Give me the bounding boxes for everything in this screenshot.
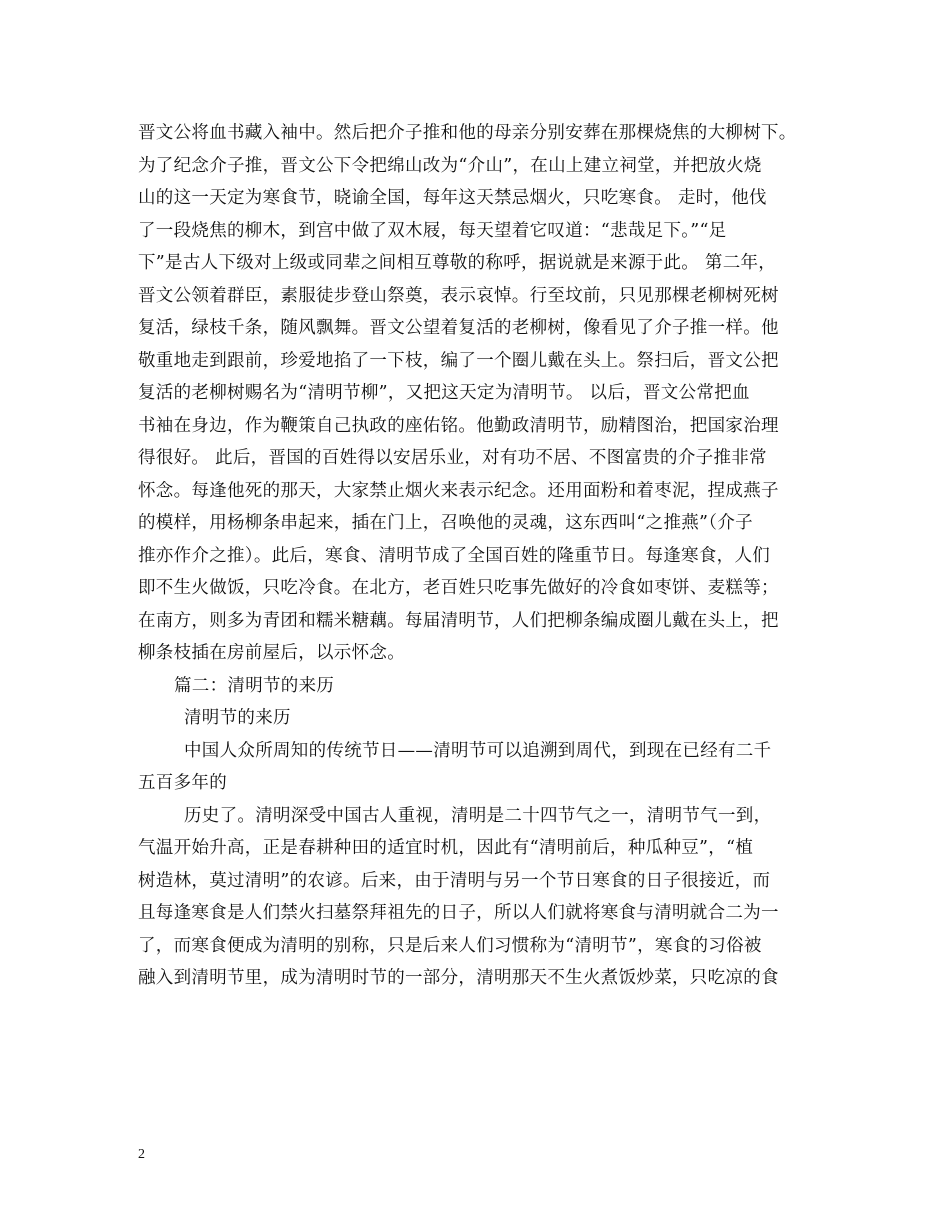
text-line: 复活，绿枝千条，随风飘舞。晋文公望着复活的老柳树，像看见了介子推一样。他 xyxy=(138,318,779,338)
article-title: 清明节的来历 xyxy=(184,708,291,728)
page-number: 2 xyxy=(138,1147,145,1162)
text-line: 复活的老柳树赐名为“清明节柳”，又把这天定为清明节。 以后，晋文公常把血 xyxy=(138,383,750,403)
text-line: 柳条枝插在房前屋后，以示怀念。 xyxy=(138,643,405,663)
text-line: 且每逢寒食是人们禁火扫墓祭拜祖先的日子，所以人们就将寒食与清明就合二为一 xyxy=(138,903,779,923)
text-line: 在南方，则多为青团和糯米糖藕。每届清明节，人们把柳条编成圈儿戴在头上，把 xyxy=(138,611,779,631)
text-line: 下”是古人下级对上级或同辈之间相互尊敬的称呼，据说就是来源于此。 第二年， xyxy=(138,253,777,273)
text-line: 了，而寒食便成为清明的别称，只是后来人们习惯称为“清明节”，寒食的习俗被 xyxy=(138,936,762,956)
text-line: 晋文公将血书藏入袖中。然后把介子推和他的母亲分别安葬在那棵烧焦的大柳树下。 xyxy=(138,123,797,143)
text-line: 敬重地走到跟前，珍爱地掐了一下枝，编了一个圈儿戴在头上。祭扫后，晋文公把 xyxy=(138,351,779,371)
text-line: 得很好。 此后，晋国的百姓得以安居乐业，对有功不居、不图富贵的介子推非常 xyxy=(138,448,767,468)
text-line: 即不生火做饭，只吃冷食。在北方，老百姓只吃事先做好的冷食如枣饼、麦糕等； xyxy=(138,578,779,598)
text-line: 历史了。清明深受中国古人重视，清明是二十四节气之一，清明节气一到， xyxy=(184,806,772,826)
text-line: 书袖在身边，作为鞭策自己执政的座佑铭。他勤政清明节，励精图治，把国家治理 xyxy=(138,416,779,436)
text-line: 为了纪念介子推，晋文公下令把绵山改为“介山”，在山上建立祠堂，并把放火烧 xyxy=(138,156,762,176)
section-heading: 篇二：清明节的来历 xyxy=(174,676,335,696)
text-line: 融入到清明节里，成为清明时节的一部分，清明那天不生火煮饭炒菜，只吃凉的食 xyxy=(138,968,779,988)
text-line: 晋文公领着群臣，素服徒步登山祭奠，表示哀悼。行至坟前，只见那棵老柳树死树 xyxy=(138,286,779,306)
text-line: 山的这一天定为寒食节，晓谕全国，每年这天禁忌烟火，只吃寒食。 走时，他伐 xyxy=(138,188,767,208)
text-line: 中国人众所周知的传统节日——清明节可以追溯到周代，到现在已经有二千 xyxy=(184,741,772,761)
text-line: 树造林，莫过清明”的农谚。后来，由于清明与另一个节日寒食的日子很接近，而 xyxy=(138,871,771,891)
text-line: 怀念。每逢他死的那天，大家禁止烟火来表示纪念。还用面粉和着枣泥，捏成燕子 xyxy=(138,481,779,501)
text-line: 五百多年的 xyxy=(138,773,227,793)
text-line: 的模样，用杨柳条串起来，插在门上，召唤他的灵魂，这东西叫“之推燕”（介子 xyxy=(138,513,753,533)
text-line: 了一段烧焦的柳木，到宫中做了双木屐，每天望着它叹道：“悲哉足下。”“足 xyxy=(138,221,727,241)
text-line: 气温开始升高，正是春耕种田的适宜时机，因此有“清明前后，种瓜种豆”，“植 xyxy=(138,838,754,858)
text-line: 推亦作介之推）。此后，寒食、清明节成了全国百姓的隆重节日。每逢寒食，人们 xyxy=(138,546,771,566)
